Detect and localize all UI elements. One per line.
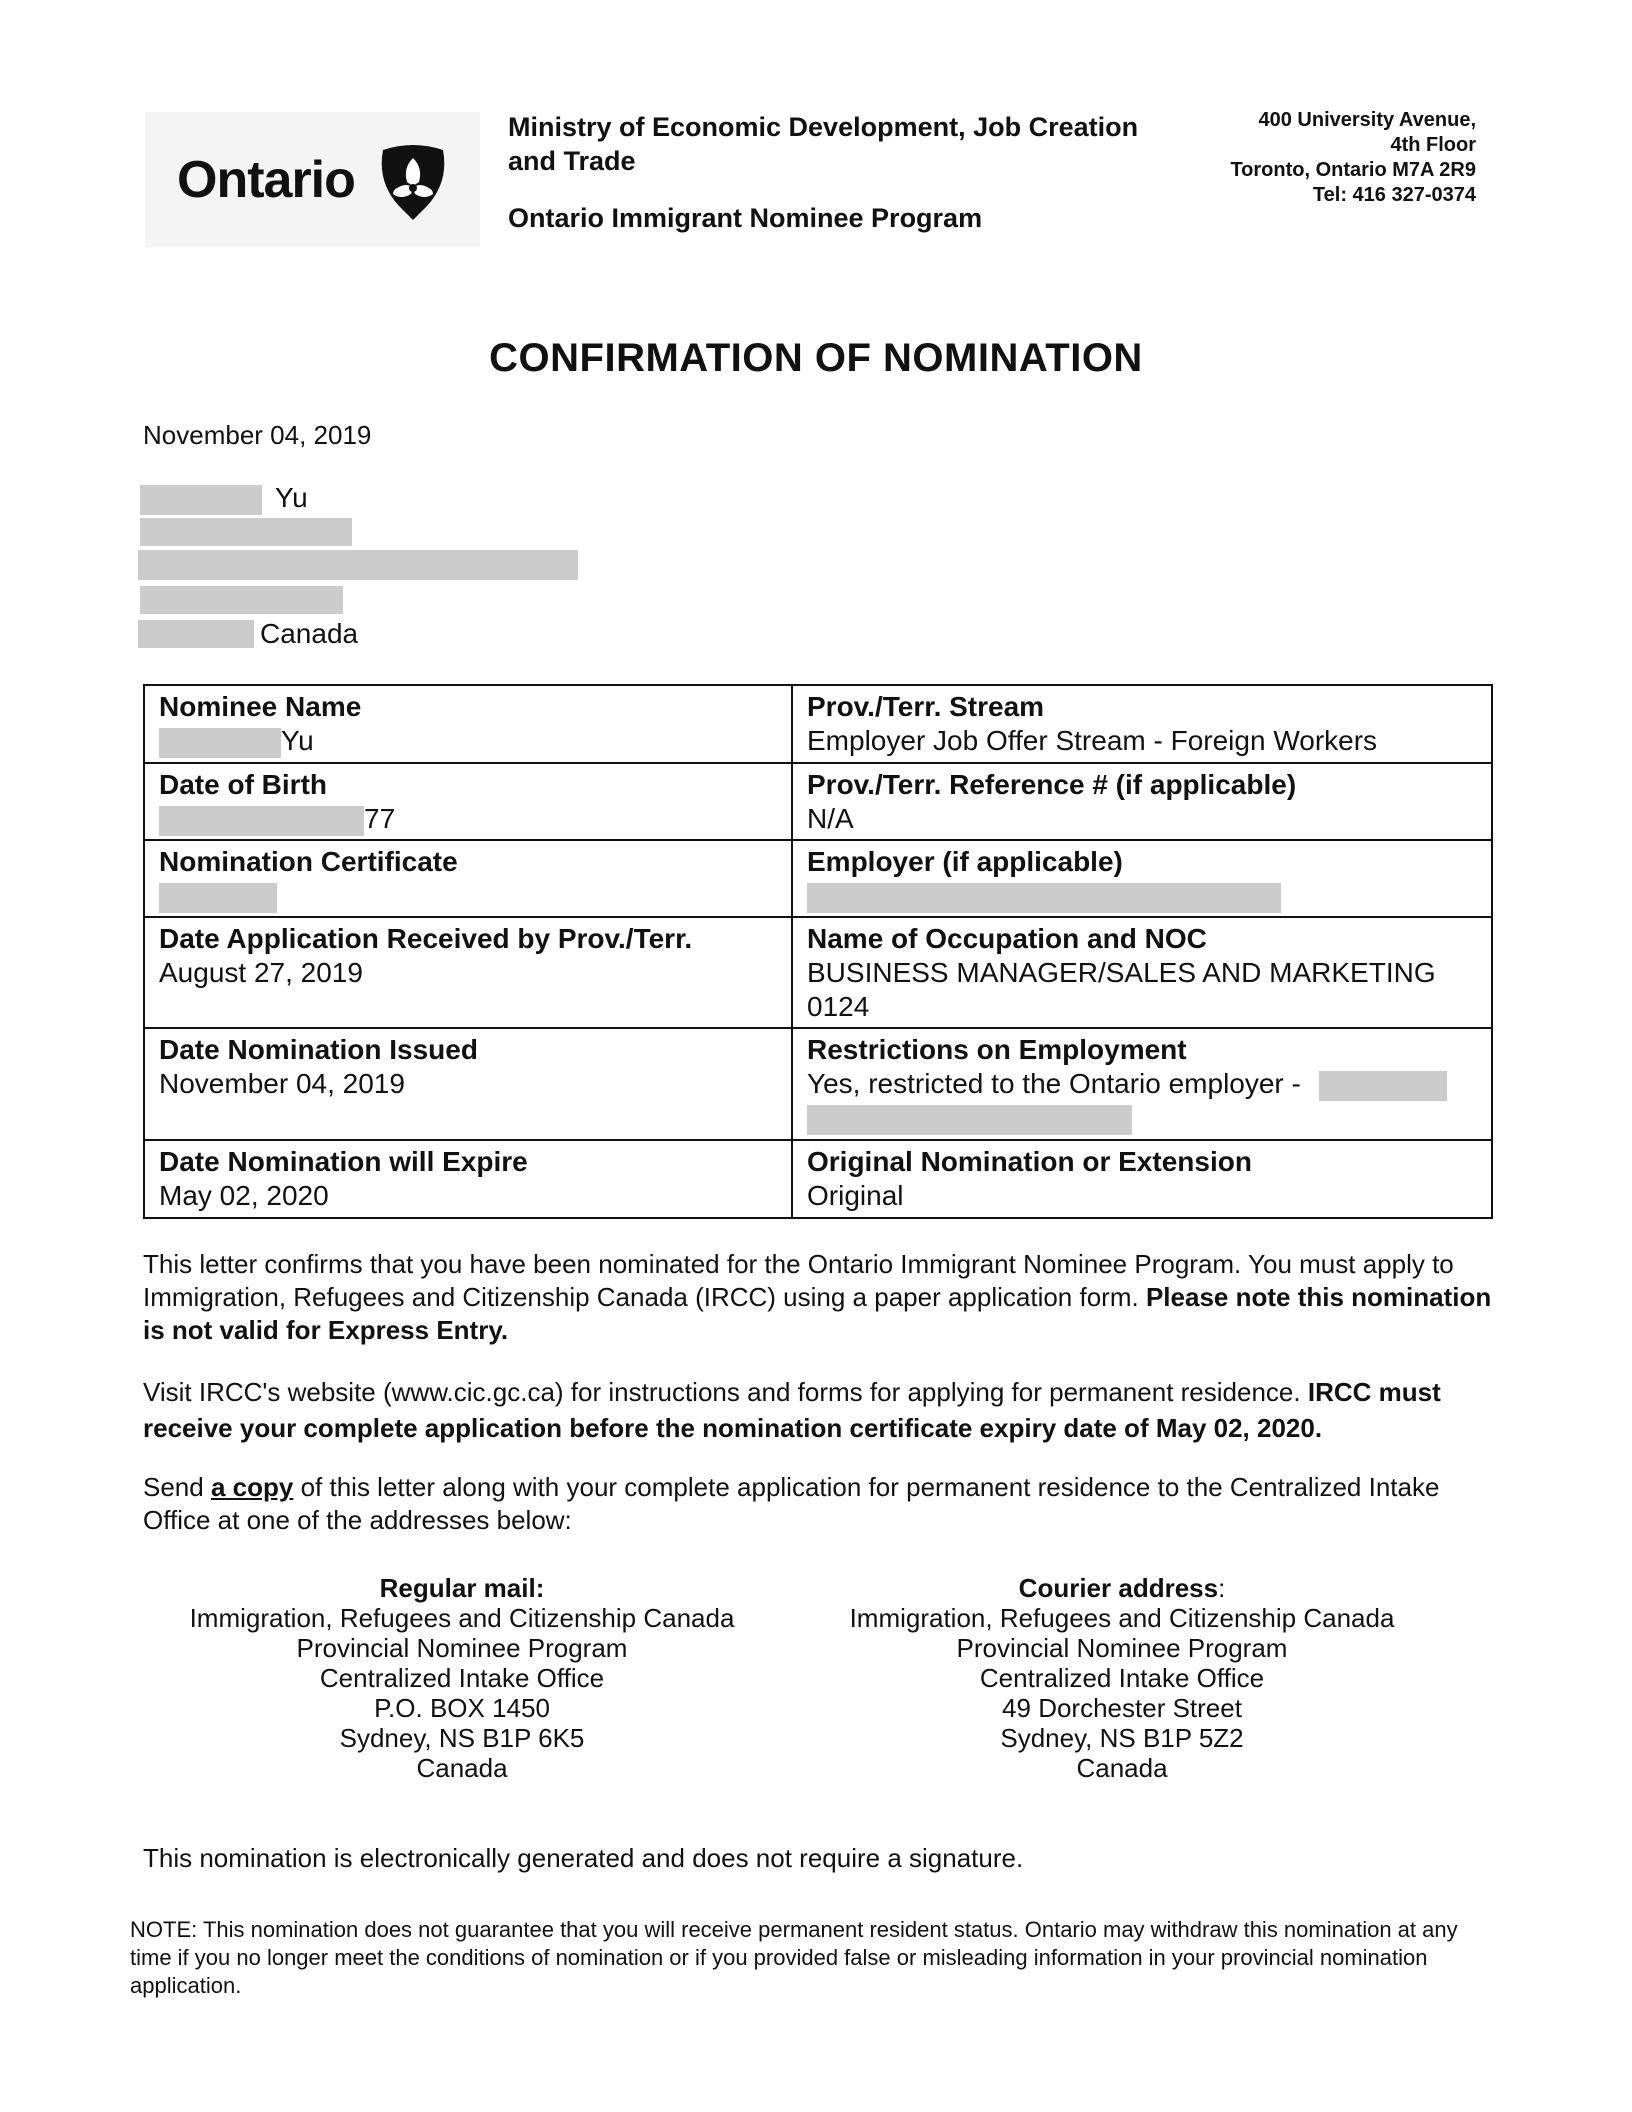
- employer-value-wrap: [807, 879, 1479, 913]
- restrictions-label: Restrictions on Employment: [807, 1034, 1187, 1065]
- dob-value-wrap: [159, 802, 779, 836]
- courier-line-1: Immigration, Refugees and Citizenship Canada: [849, 1603, 1395, 1633]
- courier-address: [842, 1573, 1402, 1783]
- table-row: [144, 685, 1492, 763]
- redacted-given-name: [140, 485, 262, 515]
- regular-mail-line-6: Canada: [416, 1753, 508, 1783]
- dob-value: 77: [364, 803, 396, 834]
- paragraph-confirmation: [143, 1248, 1493, 1347]
- original-value: Original: [807, 1180, 904, 1211]
- expire-cell: [144, 1140, 792, 1218]
- occupation-cell: [792, 917, 1492, 1028]
- issued-label: Date Nomination Issued: [159, 1034, 478, 1065]
- redacted-restriction-employer-line2: [807, 1105, 1132, 1135]
- send-copy-pre: Send: [143, 1472, 204, 1502]
- courier-line-5: Sydney, NS B1P 5Z2: [1000, 1723, 1244, 1753]
- ircc-text: Visit IRCC's website (www.cic.gc.ca) for instructions and forms for applying for permanent residence.: [143, 1377, 1301, 1407]
- signature-note: This nomination is electronically generated and does not require a signature.: [143, 1843, 1024, 1873]
- dob-cell: [144, 763, 792, 840]
- occupation-label: Name of Occupation and NOC: [807, 923, 1207, 954]
- redacted-nominee-given-name: [159, 728, 281, 758]
- issued-cell: [144, 1028, 792, 1140]
- trillium-icon: [377, 142, 449, 220]
- confirmation-text: This letter confirms that you have been nominated for the Ontario Immigrant Nominee Program. You must apply to Immigration, Refugees and Citizenship Canada (IRCC) using a paper application form.: [143, 1249, 1454, 1312]
- send-copy-post: of this letter along with your complete application for permanent residence to the Centralized Intake Office at one of the addresses below:: [143, 1472, 1440, 1535]
- paragraph-send-copy: [143, 1471, 1493, 1537]
- table-row: [144, 1140, 1492, 1218]
- table-row: [144, 763, 1492, 840]
- regular-mail-line-5: Sydney, NS B1P 6K5: [339, 1723, 585, 1753]
- stream-cell: [792, 685, 1492, 763]
- ministry-line-1: Ministry of Economic Development, Job Creation: [508, 112, 1139, 142]
- regular-mail-line-3: Centralized Intake Office: [319, 1663, 605, 1693]
- redacted-restriction-employer: [1319, 1071, 1447, 1101]
- table-row: [144, 917, 1492, 1028]
- address-line-4: Tel: 416 327-0374: [1312, 184, 1476, 206]
- regular-mail-line-1: Immigration, Refugees and Citizenship Canada: [189, 1603, 735, 1633]
- courier-line-4: 49 Dorchester Street: [1002, 1693, 1242, 1723]
- redacted-city: [138, 620, 254, 648]
- regular-mail-line-2: Provincial Nominee Program: [296, 1633, 628, 1663]
- employer-label: Employer (if applicable): [807, 846, 1123, 877]
- noc-value: 0124: [807, 991, 870, 1022]
- courier-heading-wrap: [842, 1573, 1402, 1603]
- logo-wordmark: Ontario: [177, 151, 355, 209]
- redacted-employer: [807, 883, 1281, 913]
- courier-line-6: Canada: [1076, 1753, 1168, 1783]
- paragraph-ircc: [143, 1374, 1493, 1446]
- address-line-1: 400 University Avenue,: [1258, 109, 1476, 131]
- courier-line-2: Provincial Nominee Program: [956, 1633, 1288, 1663]
- nominee-name-value: Yu: [281, 725, 314, 756]
- program-name: Ontario Immigrant Nominee Program: [508, 203, 983, 233]
- ircc-deadline: IRCC must receive your complete application before the nomination certificate expiry date of May 02, 2020.: [143, 1377, 1441, 1443]
- nominee-name-cell: [144, 685, 792, 763]
- send-copy-emphasis: a copy: [210, 1472, 294, 1502]
- reference-value: N/A: [807, 803, 854, 834]
- regular-mail-line-4: P.O. BOX 1450: [374, 1693, 550, 1723]
- stream-label: Prov./Terr. Stream: [807, 691, 1045, 722]
- nomination-details-table: [143, 684, 1493, 1219]
- disclaimer-note: NOTE: This nomination does not guarantee that you will receive permanent resident status. Ontario may withdraw this nomination at any time if you no longer meet the conditions of nomination or if you provided false or misleading information in your provincial nomination application.: [130, 1917, 1458, 1998]
- expire-value: May 02, 2020: [159, 1180, 329, 1211]
- redacted-address-line-1: [140, 518, 352, 546]
- received-value: August 27, 2019: [159, 957, 363, 988]
- table-row: [144, 1028, 1492, 1140]
- reference-cell: [792, 763, 1492, 840]
- original-label: Original Nomination or Extension: [807, 1146, 1252, 1177]
- ministry-line-2: and Trade: [508, 146, 636, 176]
- stream-value: Employer Job Offer Stream - Foreign Workers: [807, 725, 1378, 756]
- address-line-2: 4th Floor: [1390, 134, 1476, 156]
- ministry-name: [508, 110, 1188, 178]
- recipient-country: Canada: [260, 618, 359, 649]
- express-entry-warning: Please note this nomination is not valid for Express Entry.: [143, 1282, 1492, 1345]
- letter-date: November 04, 2019: [143, 420, 372, 450]
- office-address: [1230, 108, 1476, 208]
- occupation-value: BUSINESS MANAGER/SALES AND MARKETING: [807, 957, 1436, 988]
- ontario-logo: [145, 112, 480, 247]
- restrictions-value: Yes, restricted to the Ontario employer -: [807, 1068, 1301, 1099]
- courier-heading: Courier address: [1018, 1573, 1219, 1603]
- dob-label: Date of Birth: [159, 769, 327, 800]
- issued-value: November 04, 2019: [159, 1068, 405, 1099]
- certificate-label: Nomination Certificate: [159, 846, 458, 877]
- nominee-name-label: Nominee Name: [159, 691, 362, 722]
- received-cell: [144, 917, 792, 1028]
- reference-label: Prov./Terr. Reference # (if applicable): [807, 769, 1297, 800]
- regular-mail-heading: Regular mail:: [379, 1573, 545, 1603]
- address-line-3: Toronto, Ontario M7A 2R9: [1230, 159, 1476, 181]
- table-row: [144, 840, 1492, 917]
- employer-cell: [792, 840, 1492, 917]
- expire-label: Date Nomination will Expire: [159, 1146, 528, 1177]
- courier-heading-colon: :: [1218, 1573, 1226, 1603]
- original-cell: [792, 1140, 1492, 1218]
- nominee-name-value-wrap: [159, 724, 779, 758]
- redacted-certificate-number: [159, 883, 277, 913]
- certificate-value-wrap: [159, 879, 779, 913]
- regular-mail-address: [182, 1573, 742, 1783]
- redacted-dob: [159, 806, 364, 836]
- redacted-address-line-3: [140, 586, 343, 614]
- page-title: CONFIRMATION OF NOMINATION: [489, 336, 1143, 380]
- restrictions-cell: [792, 1028, 1492, 1140]
- certificate-cell: [144, 840, 792, 917]
- restrictions-value-line2: [807, 1101, 1479, 1135]
- recipient-surname: Yu: [275, 482, 308, 513]
- redacted-address-line-2: [138, 550, 578, 580]
- restrictions-value-wrap: [807, 1067, 1479, 1101]
- courier-line-3: Centralized Intake Office: [979, 1663, 1265, 1693]
- received-label: Date Application Received by Prov./Terr.: [159, 923, 693, 954]
